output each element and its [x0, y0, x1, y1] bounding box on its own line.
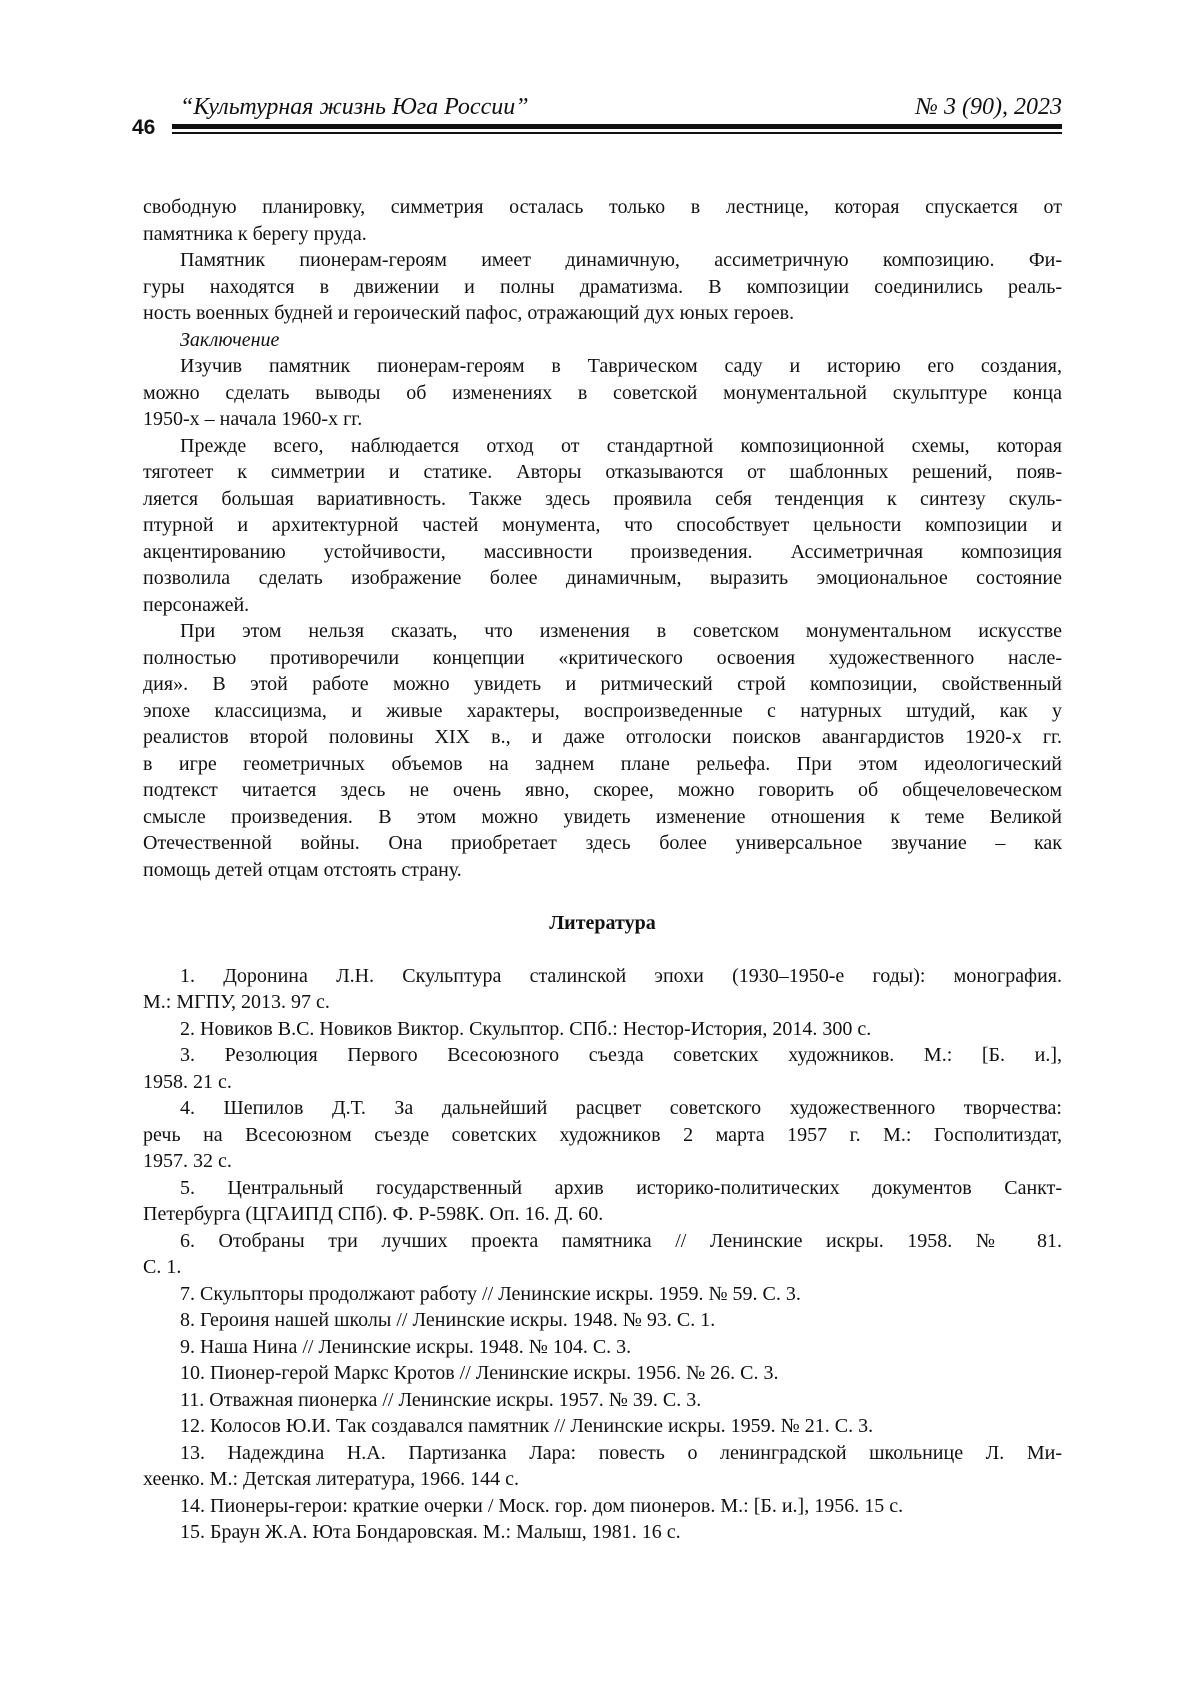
text-line: можно сделать выводы об изменениях в советской монументальной скульптуре конца [143, 380, 1062, 407]
reference-item [143, 1175, 1062, 1228]
text-line: ность военных будней и героический пафос, отражающий дух юных героев. [143, 300, 1062, 327]
section-subheading [143, 327, 1062, 354]
text-line: хеенко. М.: Детская литература, 1966. 144 с. [143, 1466, 1062, 1493]
text-line: Изучив памятник пионерам-героям в Таврическом саду и историю его создания, [143, 353, 1062, 380]
text-line: тяготеет к симметрии и статике. Авторы отказываются от шаблонных решений, появ- [143, 459, 1062, 486]
text-line: 8. Героиня нашей школы // Ленинские искры. 1948. № 93. С. 1. [143, 1307, 1062, 1334]
text-line: 11. Отважная пионерка // Ленинские искры. 1957. № 39. С. 3. [143, 1387, 1062, 1414]
text-line: 1957. 32 с. [143, 1148, 1062, 1175]
text-line: С. 1. [143, 1254, 1062, 1281]
text-line: речь на Всесоюзном съезде советских художников 2 марта 1957 г. М.: Госполитиздат, [143, 1122, 1062, 1149]
text-line: птурной и архитектурной частей монумента, что способствует цельности композиции и [143, 512, 1062, 539]
text-line: помощь детей отцам отстоять страну. [143, 857, 1062, 884]
text-line: 1. Доронина Л.Н. Скульптура сталинской эпохи (1930–1950-е годы): монография. [143, 963, 1062, 990]
text-line: эпохе классицизма, и живые характеры, воспроизведенные с натурных штудий, как у [143, 698, 1062, 725]
text-line: 4. Шепилов Д.Т. За дальнейший расцвет советского художественного творчества: [143, 1095, 1062, 1122]
reference-item [143, 1493, 1062, 1520]
text-line: в игре геометричных объемов на заднем плане рельефа. При этом идеологический [143, 751, 1062, 778]
paragraph [143, 618, 1062, 883]
paragraph [143, 247, 1062, 327]
text-line: 15. Браун Ж.А. Юта Бондаровская. М.: Малыш, 1981. 16 с. [143, 1519, 1062, 1546]
text-line: гуры находятся в движении и полны драматизма. В композиции соединились реаль- [143, 274, 1062, 301]
reference-item [143, 1095, 1062, 1175]
header-rule-thin [172, 132, 1062, 134]
text-line: Прежде всего, наблюдается отход от стандартной композиционной схемы, которая [143, 433, 1062, 460]
text-line: 14. Пионеры-герои: краткие очерки / Моск. гор. дом пионеров. М.: [Б. и.], 1956. 15 с. [143, 1493, 1062, 1520]
spacer [143, 883, 1062, 910]
reference-item [143, 1228, 1062, 1281]
spacer [143, 936, 1062, 963]
text-line: 2. Новиков В.С. Новиков Виктор. Скульптор. СПб.: Нестор-История, 2014. 300 с. [143, 1016, 1062, 1043]
issue-number: № 3 (90), 2023 [915, 94, 1062, 121]
reference-item [143, 1360, 1062, 1387]
text-line: памятника к берегу пруда. [143, 221, 1062, 248]
text-line: При этом нельзя сказать, что изменения в советском монументальном искусстве [143, 618, 1062, 645]
text-line: 1958. 21 с. [143, 1069, 1062, 1096]
text-line: 9. Наша Нина // Ленинские искры. 1948. № 104. С. 3. [143, 1334, 1062, 1361]
text-line: Отечественной войны. Она приобретает здесь более универсальное звучание – как [143, 830, 1062, 857]
text-line: 5. Центральный государственный архив историко-политических документов Санкт- [143, 1175, 1062, 1202]
references-heading [143, 910, 1062, 937]
text-line: Памятник пионерам-героям имеет динамичную, ассиметричную композицию. Фи- [143, 247, 1062, 274]
text-line: позволила сделать изображение более динамичным, выразить эмоциональное состояние [143, 565, 1062, 592]
page-body [143, 194, 1062, 1546]
reference-item [143, 1519, 1062, 1546]
text-line: акцентированию устойчивости, массивности произведения. Ассиметричная композиция [143, 539, 1062, 566]
reference-item [143, 1307, 1062, 1334]
text-line: 3. Резолюция Первого Всесоюзного съезда советских художников. М.: [Б. и.], [143, 1042, 1062, 1069]
header-rule-thick [172, 124, 1062, 129]
reference-item [143, 1016, 1062, 1043]
reference-item [143, 1440, 1062, 1493]
reference-item [143, 1042, 1062, 1095]
text-line: 7. Скульпторы продолжают работу // Ленинские искры. 1959. № 59. С. 3. [143, 1281, 1062, 1308]
text-line: полностью противоречили концепции «критического освоения художественного насле- [143, 645, 1062, 672]
journal-title: “Культурная жизнь Юга России” [180, 94, 529, 121]
text-line: 12. Колосов Ю.И. Так создавался памятник // Ленинские искры. 1959. № 21. С. 3. [143, 1413, 1062, 1440]
text-line: Литература [143, 910, 1062, 937]
text-line: смысле произведения. В этом можно увидеть изменение отношения к теме Великой [143, 804, 1062, 831]
paragraph [143, 194, 1062, 247]
paragraph [143, 433, 1062, 619]
page-number: 46 [132, 116, 155, 140]
text-line: Заключение [143, 327, 1062, 354]
text-line: 1950-х – начала 1960-х гг. [143, 406, 1062, 433]
text-line: 6. Отобраны три лучших проекта памятника // Ленинские искры. 1958. № 81. [143, 1228, 1062, 1255]
text-line: ляется большая вариативность. Также здесь проявила себя тенденция к синтезу скуль- [143, 486, 1062, 513]
text-line: М.: МГПУ, 2013. 97 с. [143, 989, 1062, 1016]
reference-item [143, 963, 1062, 1016]
reference-item [143, 1334, 1062, 1361]
text-line: дия». В этой работе можно увидеть и ритмический строй композиции, свойственный [143, 671, 1062, 698]
reference-item [143, 1281, 1062, 1308]
text-line: персонажей. [143, 592, 1062, 619]
paragraph [143, 353, 1062, 433]
text-line: свободную планировку, симметрия осталась только в лестнице, которая спускается от [143, 194, 1062, 221]
text-line: Петербурга (ЦГАИПД СПб). Ф. Р-598К. Оп. 16. Д. 60. [143, 1201, 1062, 1228]
reference-item [143, 1413, 1062, 1440]
text-line: реалистов второй половины XIX в., и даже отголоски поисков авангардистов 1920-х гг. [143, 724, 1062, 751]
text-line: 10. Пионер-герой Маркс Кротов // Ленинские искры. 1956. № 26. С. 3. [143, 1360, 1062, 1387]
reference-item [143, 1387, 1062, 1414]
text-line: подтекст читается здесь не очень явно, скорее, можно говорить об общечеловеческом [143, 777, 1062, 804]
text-line: 13. Надеждина Н.А. Партизанка Лара: повесть о ленинградской школьнице Л. Ми- [143, 1440, 1062, 1467]
